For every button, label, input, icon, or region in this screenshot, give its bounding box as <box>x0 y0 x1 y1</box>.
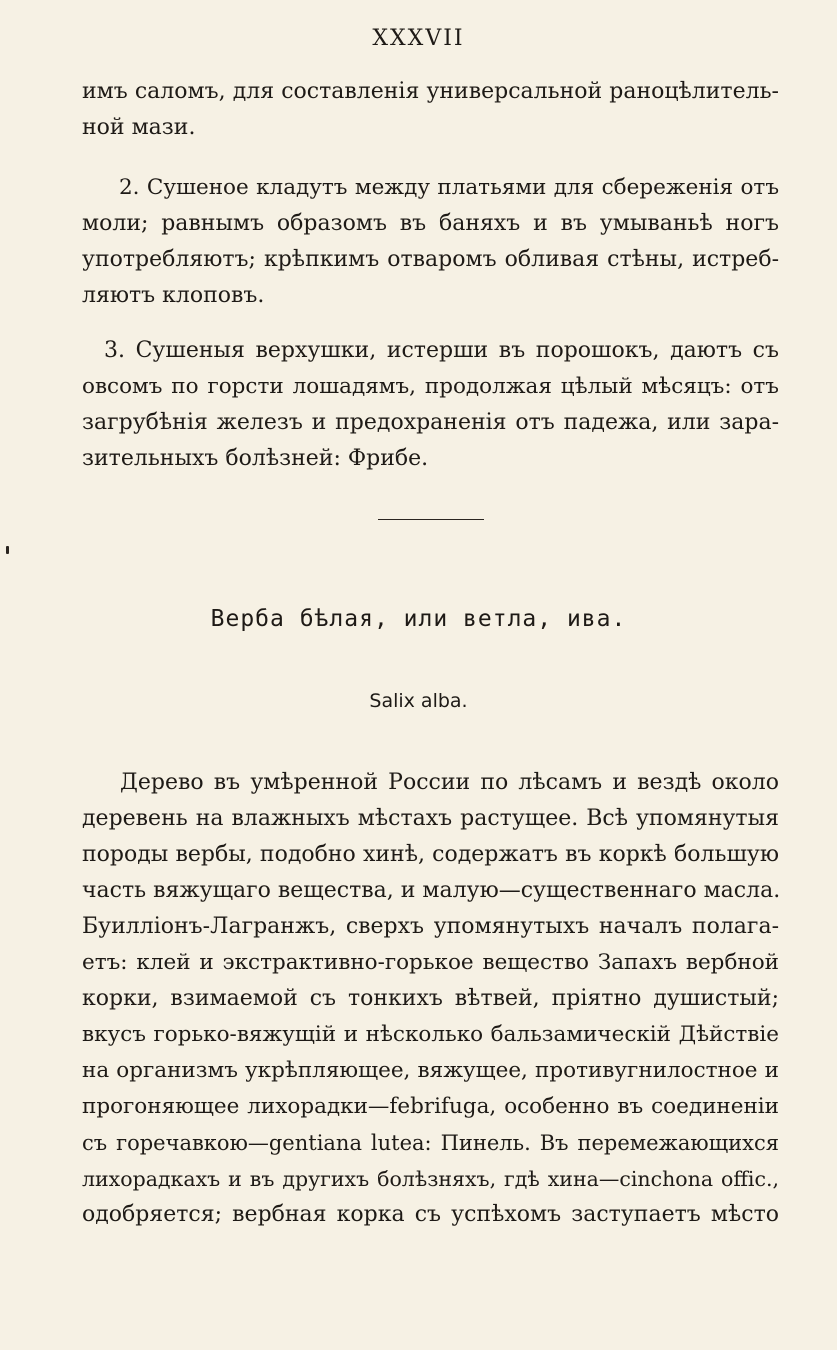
text-line: часть вяжущаго вещества, и малую—существеннаго масла. <box>82 878 781 903</box>
paragraph-3 <box>82 333 779 477</box>
text-line: деревень на влажныхъ мѣстахъ растущее. Всѣ упомянутыя <box>82 806 779 831</box>
text-line: имъ саломъ, для составленія универсальной раноцѣлитель- <box>82 79 779 104</box>
text-line: 3. Сушеныя верхушки, истерши въ порошокъ, даютъ съ <box>104 338 779 363</box>
paragraph-4 <box>82 765 779 1233</box>
text-line: лихорадкахъ и въ другихъ болѣзняхъ, гдѣ хина—cinchona offic., <box>82 1167 779 1191</box>
entry-latin-name: Salix alba. <box>369 690 468 712</box>
margin-mark <box>6 546 9 554</box>
text-line: съ горечавкою—gentiana lutea: Пинель. Въ перемежающихся <box>82 1131 779 1155</box>
text-line: ляютъ клоповъ. <box>82 283 265 308</box>
text-line: моли; равнымъ образомъ въ баняхъ и въ умываньѣ ногъ <box>82 211 779 236</box>
page-number: XXXVII <box>372 26 465 51</box>
text-line: загрубѣнія железъ и предохраненія отъ падежа, или зара- <box>82 410 779 435</box>
text-line: ной мази. <box>82 115 196 140</box>
paragraph-2 <box>82 170 779 314</box>
text-line: корки, взимаемой съ тонкихъ вѣтвей, пріятно душистый; <box>82 986 779 1011</box>
text-line: одобряется; вербная корка съ успѣхомъ заступаетъ мѣсто <box>82 1202 779 1227</box>
text-line: вкусъ горько-вяжущій и нѣсколько бальзамическій Дѣйствіе <box>82 1022 779 1047</box>
section-divider <box>378 519 484 520</box>
text-line: породы вербы, подобно хинѣ, содержатъ въ коркѣ большую <box>82 842 779 867</box>
text-line: етъ: клей и экстрактивно-горькое вещество Запахъ вербной <box>82 950 779 975</box>
text-line: употребляютъ; крѣпкимъ отваромъ обливая стѣны, истреб- <box>82 247 779 272</box>
text-line: Дерево въ умѣренной России по лѣсамъ и вездѣ около <box>120 770 779 795</box>
text-line: на организмъ укрѣпляющее, вяжущее, противугнилостное и <box>82 1058 779 1083</box>
entry-title: Верба бѣлая, или ветла, ива. <box>210 606 627 632</box>
text-line: овсомъ по горсти лошадямъ, продолжая цѣлый мѣсяцъ: отъ <box>82 374 779 399</box>
text-line: прогоняющее лихорадки—febrifuga, особенно въ соединеніи <box>82 1094 779 1119</box>
text-line: зительныхъ болѣзней: Фрибе. <box>82 446 429 471</box>
text-line: 2. Сушеное кладутъ между платьями для сбереженія отъ <box>119 175 779 200</box>
paragraph-1 <box>82 74 779 146</box>
text-line: Буилліонъ-Лагранжъ, сверхъ упомянутыхъ началъ полага- <box>82 914 779 939</box>
